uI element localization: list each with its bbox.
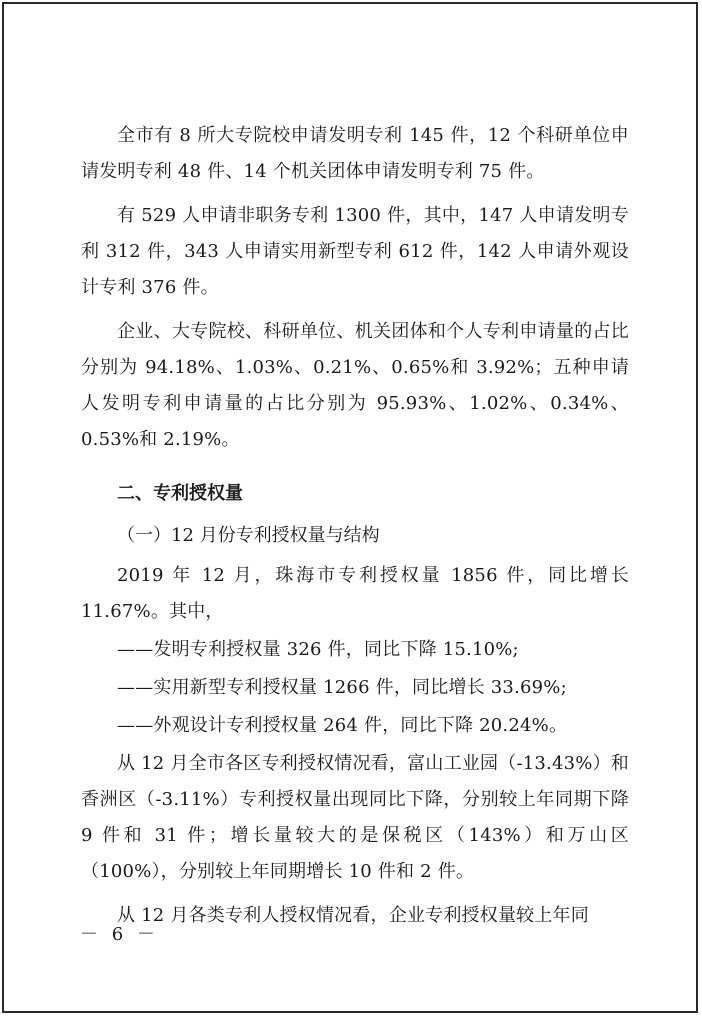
section-heading-patent-grants: 二、专利授权量 bbox=[117, 483, 243, 504]
list-item-utility-model-grants: ——实用新型专利授权量 1266 件，同比增长 33.69%; bbox=[117, 677, 567, 698]
paragraph-december-total: 2019 年 12 月，珠海市专利授权量 1856 件，同比增长 11.67%。其中， bbox=[81, 565, 629, 622]
paragraph-university-applications: 全市有 8 所大专院校申请发明专利 145 件，12 个科研单位申请发明专利 48 件、14 个机关团体申请发明专利 75 件。 bbox=[81, 125, 629, 182]
list-item-invention-grants: ——发明专利授权量 326 件，同比下降 15.10%; bbox=[117, 639, 519, 660]
paragraph-individual-applications: 有 529 人申请非职务专利 1300 件，其中，147 人申请发明专利 312 件，343 人申请实用新型专利 612 件，142 人申请外观设计专利 376 件。 bbox=[81, 205, 629, 298]
subsection-heading-december-grants: （一）12 月份专利授权量与结构 bbox=[117, 525, 380, 546]
paragraph-applicant-share: 企业、大专院校、科研单位、机关团体和个人专利申请量的占比分别为 94.18%、1.03%、0.21%、0.65%和 3.92%；五种申请人发明专利申请量的占比分别为 95.93%、1.02%、0.34%、0.53%和 2.19%。 bbox=[81, 321, 629, 450]
paragraph-district-grants: 从 12 月全市各区专利授权情况看，富山工业园（-13.43%）和香洲区（-3.11%）专利授权量出现同比下降，分别较上年同期下降 9 件和 31 件；增长量较大的是保税区（143%）和万山区（100%），分别较上年同期增长 10 件和 2 件。 bbox=[81, 753, 629, 882]
page-number: － 6 － bbox=[80, 924, 159, 945]
paragraph-applicant-grants: 从 12 月各类专利人授权情况看，企业专利授权量较上年同 bbox=[117, 905, 589, 926]
document-body bbox=[81, 118, 629, 942]
list-item-design-grants: ——外观设计专利授权量 264 件，同比下降 20.24%。 bbox=[117, 715, 568, 736]
